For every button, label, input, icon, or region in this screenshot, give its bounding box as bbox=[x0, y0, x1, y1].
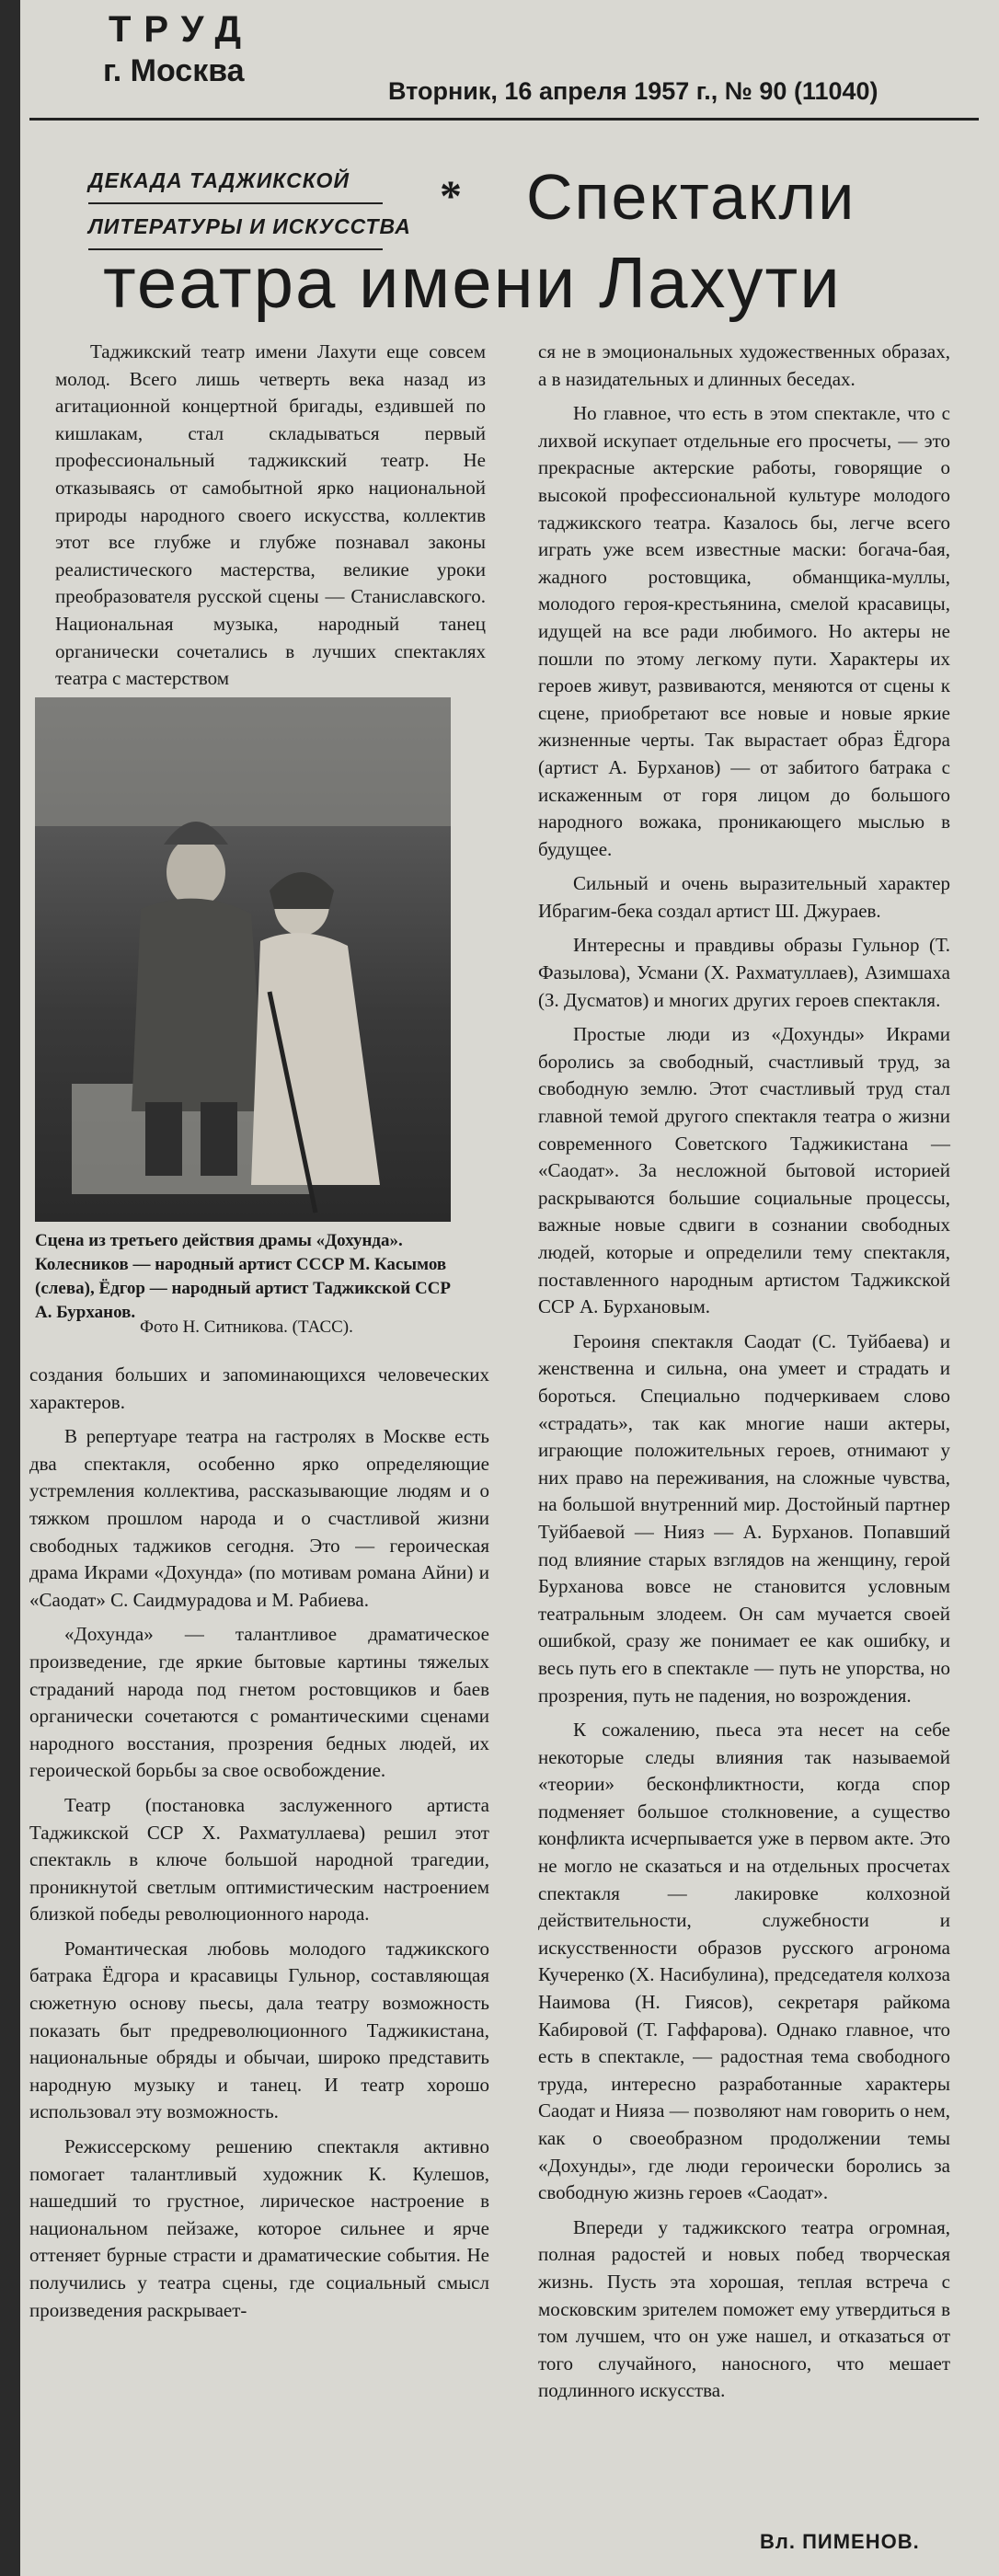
page-edge bbox=[0, 0, 20, 2576]
photo-caption: Сцена из третьего действия драмы «Дохунда». Колесников — народный артист СССР М. Касымов (слева), Ёдгор — народный артист Таджикской ССР А. Бурханов. bbox=[35, 1231, 452, 1322]
rubric bbox=[88, 158, 411, 250]
paragraph: Сильный и очень выразительный характер Ибрагим-бека создал артист Ш. Джураев. bbox=[538, 872, 950, 922]
rubric-line: ДЕКАДА ТАДЖИКСКОЙ bbox=[88, 158, 383, 204]
asterisk-ornament: * bbox=[440, 172, 462, 221]
paragraph: «Дохунда» — талантливое драматическое произведение, где яркие бытовые картины тяжелых страданий народа под гнетом ростовщиков и баев органически сочетаются с романтическими сценами народного восстания, прозрения бедных людей, их героической борьбы за свое освобождение. bbox=[29, 1623, 489, 1782]
article-title-line-1: Спектакли bbox=[526, 161, 856, 233]
paragraph: Театр (постановка заслуженного артиста Таджикской ССР Х. Рахматуллаева) решил этот спектакль в ключе большой народной трагедии, проникнутой светлым оптимистическим настроением близкой победы революционного народа. bbox=[29, 1793, 489, 1926]
newspaper-name: ТРУД bbox=[109, 9, 254, 50]
column-1-bottom bbox=[29, 1362, 489, 2324]
column-2 bbox=[538, 339, 950, 2405]
paragraph: К сожалению, пьеса эта несет на себе некоторые следы влияния так называемой «теории» бесконфликтности, когда спор подменяет большое столкновение, а существо конфликта исчерпывается уже в первом акте. Это не могло не сказаться и на отдельных просчетах спектакля — лакировке колхозной действительности, служебности и искусственности образов русского агронома Кучеренко (Х. Насибулина), председателя колхоза Наимова (Н. Гиясов), секретаря райкома Кабировой (Т. Гаффарова). Однако главное, что есть в спектакле, — радостная тема свободного труда, интересно разработанные характеры Саодат и Нияза — позволяют нам говорить о нем, как о своеобразном продолжении темы «Дохунды», где люди героически боролись за свободную жизнь героев «Саодат». bbox=[538, 1719, 950, 2204]
photo-credit: Фото Н. Ситникова. (ТАСС). bbox=[140, 1317, 353, 1337]
theatre-scene-photo bbox=[35, 697, 451, 1222]
rubric-line: ЛИТЕРАТУРЫ И ИСКУССТВА bbox=[88, 204, 383, 250]
column-1-top bbox=[55, 339, 486, 693]
article-author: Вл. ПИМЕНОВ. bbox=[760, 2530, 920, 2553]
paragraph: Простые люди из «Дохунды» Икрами боролись за свободный, счастливый труд, за свободную землю. Этот счастливый труд стал главной темой другого спектакля театра о жизни современного Советского Таджикистана — «Саодат». За несложной бытовой историей раскрываются большие социальные процессы, важные новые сдвиги в сознании свободных людей, которые и определили тему спектакля, поставленного народным артистом Таджикской ССР А. Бурхановым. bbox=[538, 1023, 950, 1318]
paragraph: создания больших и запоминающихся человеческих характеров. bbox=[29, 1363, 489, 1413]
paragraph: Интересны и правдивы образы Гульнор (Т. Фазылова), Усмани (Х. Рахматуллаев), Азимшаха (З. Дусматов) и многих других героев спектакля. bbox=[538, 934, 950, 1011]
article-title-line-2: театра имени Лахути bbox=[103, 242, 842, 323]
paragraph: Впереди у таджикского театра огромная, полная радостей и новых побед творческая жизнь. Пусть эта хорошая, теплая встреча с московским зрителем поможет ему утвердиться в том лучшем, что он уже нашел, и отказаться от того случайного, наносного, что мешает подлинного искусства. bbox=[538, 2215, 950, 2402]
issue-date: Вторник, 16 апреля 1957 г., № 90 (11040) bbox=[388, 77, 878, 105]
paragraph: Таджикский театр имени Лахути еще совсем молод. Всего лишь четверть века назад из агитационной концертной бригады, ездившей по кишлакам, стал складываться первый профессиональный таджикский театр. Не отказываясь от самобытной ярко национальной природы народного своего искусства, коллектив этот все глубже и глубже познавал законы реалистического мастерства, великие уроки преобразователя русской сцены — Станиславского. Национальная музыка, народный танец органически сочетались в лучших спектаклях театра с мастерством bbox=[55, 340, 486, 690]
paragraph: ся не в эмоциональных художественных образах, а в назидательных и длинных беседах. bbox=[538, 340, 950, 390]
newspaper-city: г. Москва bbox=[103, 53, 245, 88]
paragraph: Режиссерскому решению спектакля активно помогает талантливый художник К. Кулешов, нашедший то грустное, лирическое настроение в национальном пейзаже, которое сильнее и ярче оттеняет бурные страсти и драматические события. Не получились у театра сцены, где социальный смысл произведения раскрывает- bbox=[29, 2135, 489, 2321]
paragraph: В репертуаре театра на гастролях в Москве есть два спектакля, особенно ярко определяющие устремления коллектива, рассказывающие людям и о тяжком прошлом народа и о счастливой жизни свободных таджиков сегодня. Это — героическая драма Икрами «Дохунда» (по мотивам романа Айни) и «Саодат» С. Саидмурадова и М. Рабиева. bbox=[29, 1425, 489, 1611]
paragraph: Но главное, что есть в этом спектакле, что с лихвой искупает отдельные его просчеты, — это прекрасные актерские работы, говорящие о высокой профессиональной культуре молодого таджикского театра. Казалось бы, легче всего играть уже всем известные маски: богача-бая, жадного ростовщика, обманщика-муллы, молодого героя-крестьянина, смелой красавицы, идущей на все ради любимого. Но актеры не пошли по этому легкому пути. Характеры их героев живут, развиваются, меняются от сцены к сцене, приобретают все новые и новые яркие жизненные черты. Так вырастает образ Ёдгора (артист А. Бурханов) — от забитого батрака с искаженным от горя лицом до большого народного вожака, проникающего мыслью в будущее. bbox=[538, 402, 950, 860]
paragraph: Героиня спектакля Саодат (С. Туйбаева) и женственна и сильна, она умеет и страдать и бороться. Специально подчеркиваем слово «страдать», так как многие наши актеры, играющие положительных героев, отнимают у них право на переживания, на сложные чувства, на большой внутренний мир. Достойный партнер Туйбаевой — Нияз — А. Бурханов. Попавший под влияние старых взглядов на женщину, герой Бурханова вовсе не становится условным театральным злодеем. Он сам мучается своей ошибкой, сразу же понимает ее как ошибку, и весь путь его в спектакле — путь не упорства, но прозрения, путь не падения, но возрождения. bbox=[538, 1329, 950, 1707]
header-rule bbox=[29, 118, 979, 121]
paragraph: Романтическая любовь молодого таджикского батрака Ёдгора и красавицы Гульнор, составляющая сюжетную основу пьесы, дала театру возможность показать быт предреволюционного Таджикистана, национальные обряды и обычаи, широко представить народную музыку и танец. И театр хорошо использовал эту возможность. bbox=[29, 1937, 489, 2123]
